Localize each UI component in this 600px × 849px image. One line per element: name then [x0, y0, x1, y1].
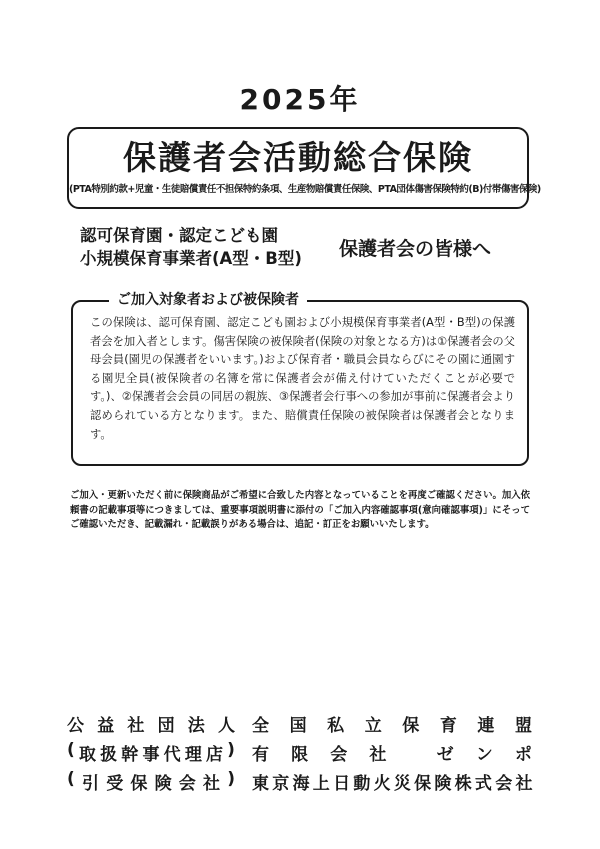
audience-line-2: 小規模保育事業者(A型・B型): [80, 249, 302, 268]
organization-name: 全 国 私 立 保 育 連 盟: [252, 716, 532, 736]
organization-name: 有 限 会 社 ゼ ン ポ: [252, 745, 532, 765]
eligibility-box: [71, 292, 529, 466]
eligibility-body: この保険は、認可保育園、認定こども園および小規模保育事業者(A型・B型)の保護者会を加入者とします。傷害保険の被保険者(保険の対象となる方)は①保護者会の父母会員(園児の保護者をいいます。)および保育者・職員会員ならびにその園に通園する園児全員(被保険者の名簿を常に保護者会が備え付けていただくことが必要です。)、②保護者会会員の同居の親族、③保護者会行事への参加が事前に保護者会より認められている方となります。また、賠償責任保険の被保険者は保護者会となります。: [90, 316, 515, 441]
organization-list: [67, 709, 532, 796]
audience-target: [80, 224, 302, 270]
organization-row: [67, 738, 532, 767]
confirmation-notice: ご加入・更新いただく前に保険商品がご希望に合致した内容となっていることを再度ご確認ください。加入依頼書の記載事項等につきましては、重要事項説明書に添付の「ご加入内容確認事項(意向確認事項)」にそってご確認いただき、記載漏れ・記載誤りがある場合は、追記・訂正をお願いいたします。: [70, 490, 530, 531]
organization-row: [67, 767, 532, 796]
organization-name: 東 京 海 上 日 動 火 災 保 険 株 式 会 社: [252, 774, 532, 794]
eligibility-heading: ご加入対象者および被保険者: [109, 290, 307, 310]
year-heading: 2025年: [239, 83, 361, 116]
organization-row: [67, 709, 532, 738]
organization-role: ( 引 受 保 険 会 社 ): [67, 769, 235, 794]
product-title: 保護者会活動総合保険: [123, 138, 473, 177]
organization-role: ( 取 扱 幹 事 代 理 店 ): [67, 740, 235, 765]
product-subtitle: (PTA特別約款+児童・生徒賠償責任不担保特約条項、生産物賠償責任保険、PTA団体傷害保険特約(B)付帯傷害保険): [69, 184, 541, 195]
title-box: [67, 127, 541, 209]
audience-greeting: 保護者会の皆様へ: [339, 238, 492, 260]
audience-line-1: 認可保育園・認定こども園: [80, 226, 278, 245]
organization-role: 公 益 社 団 法 人: [67, 716, 235, 736]
